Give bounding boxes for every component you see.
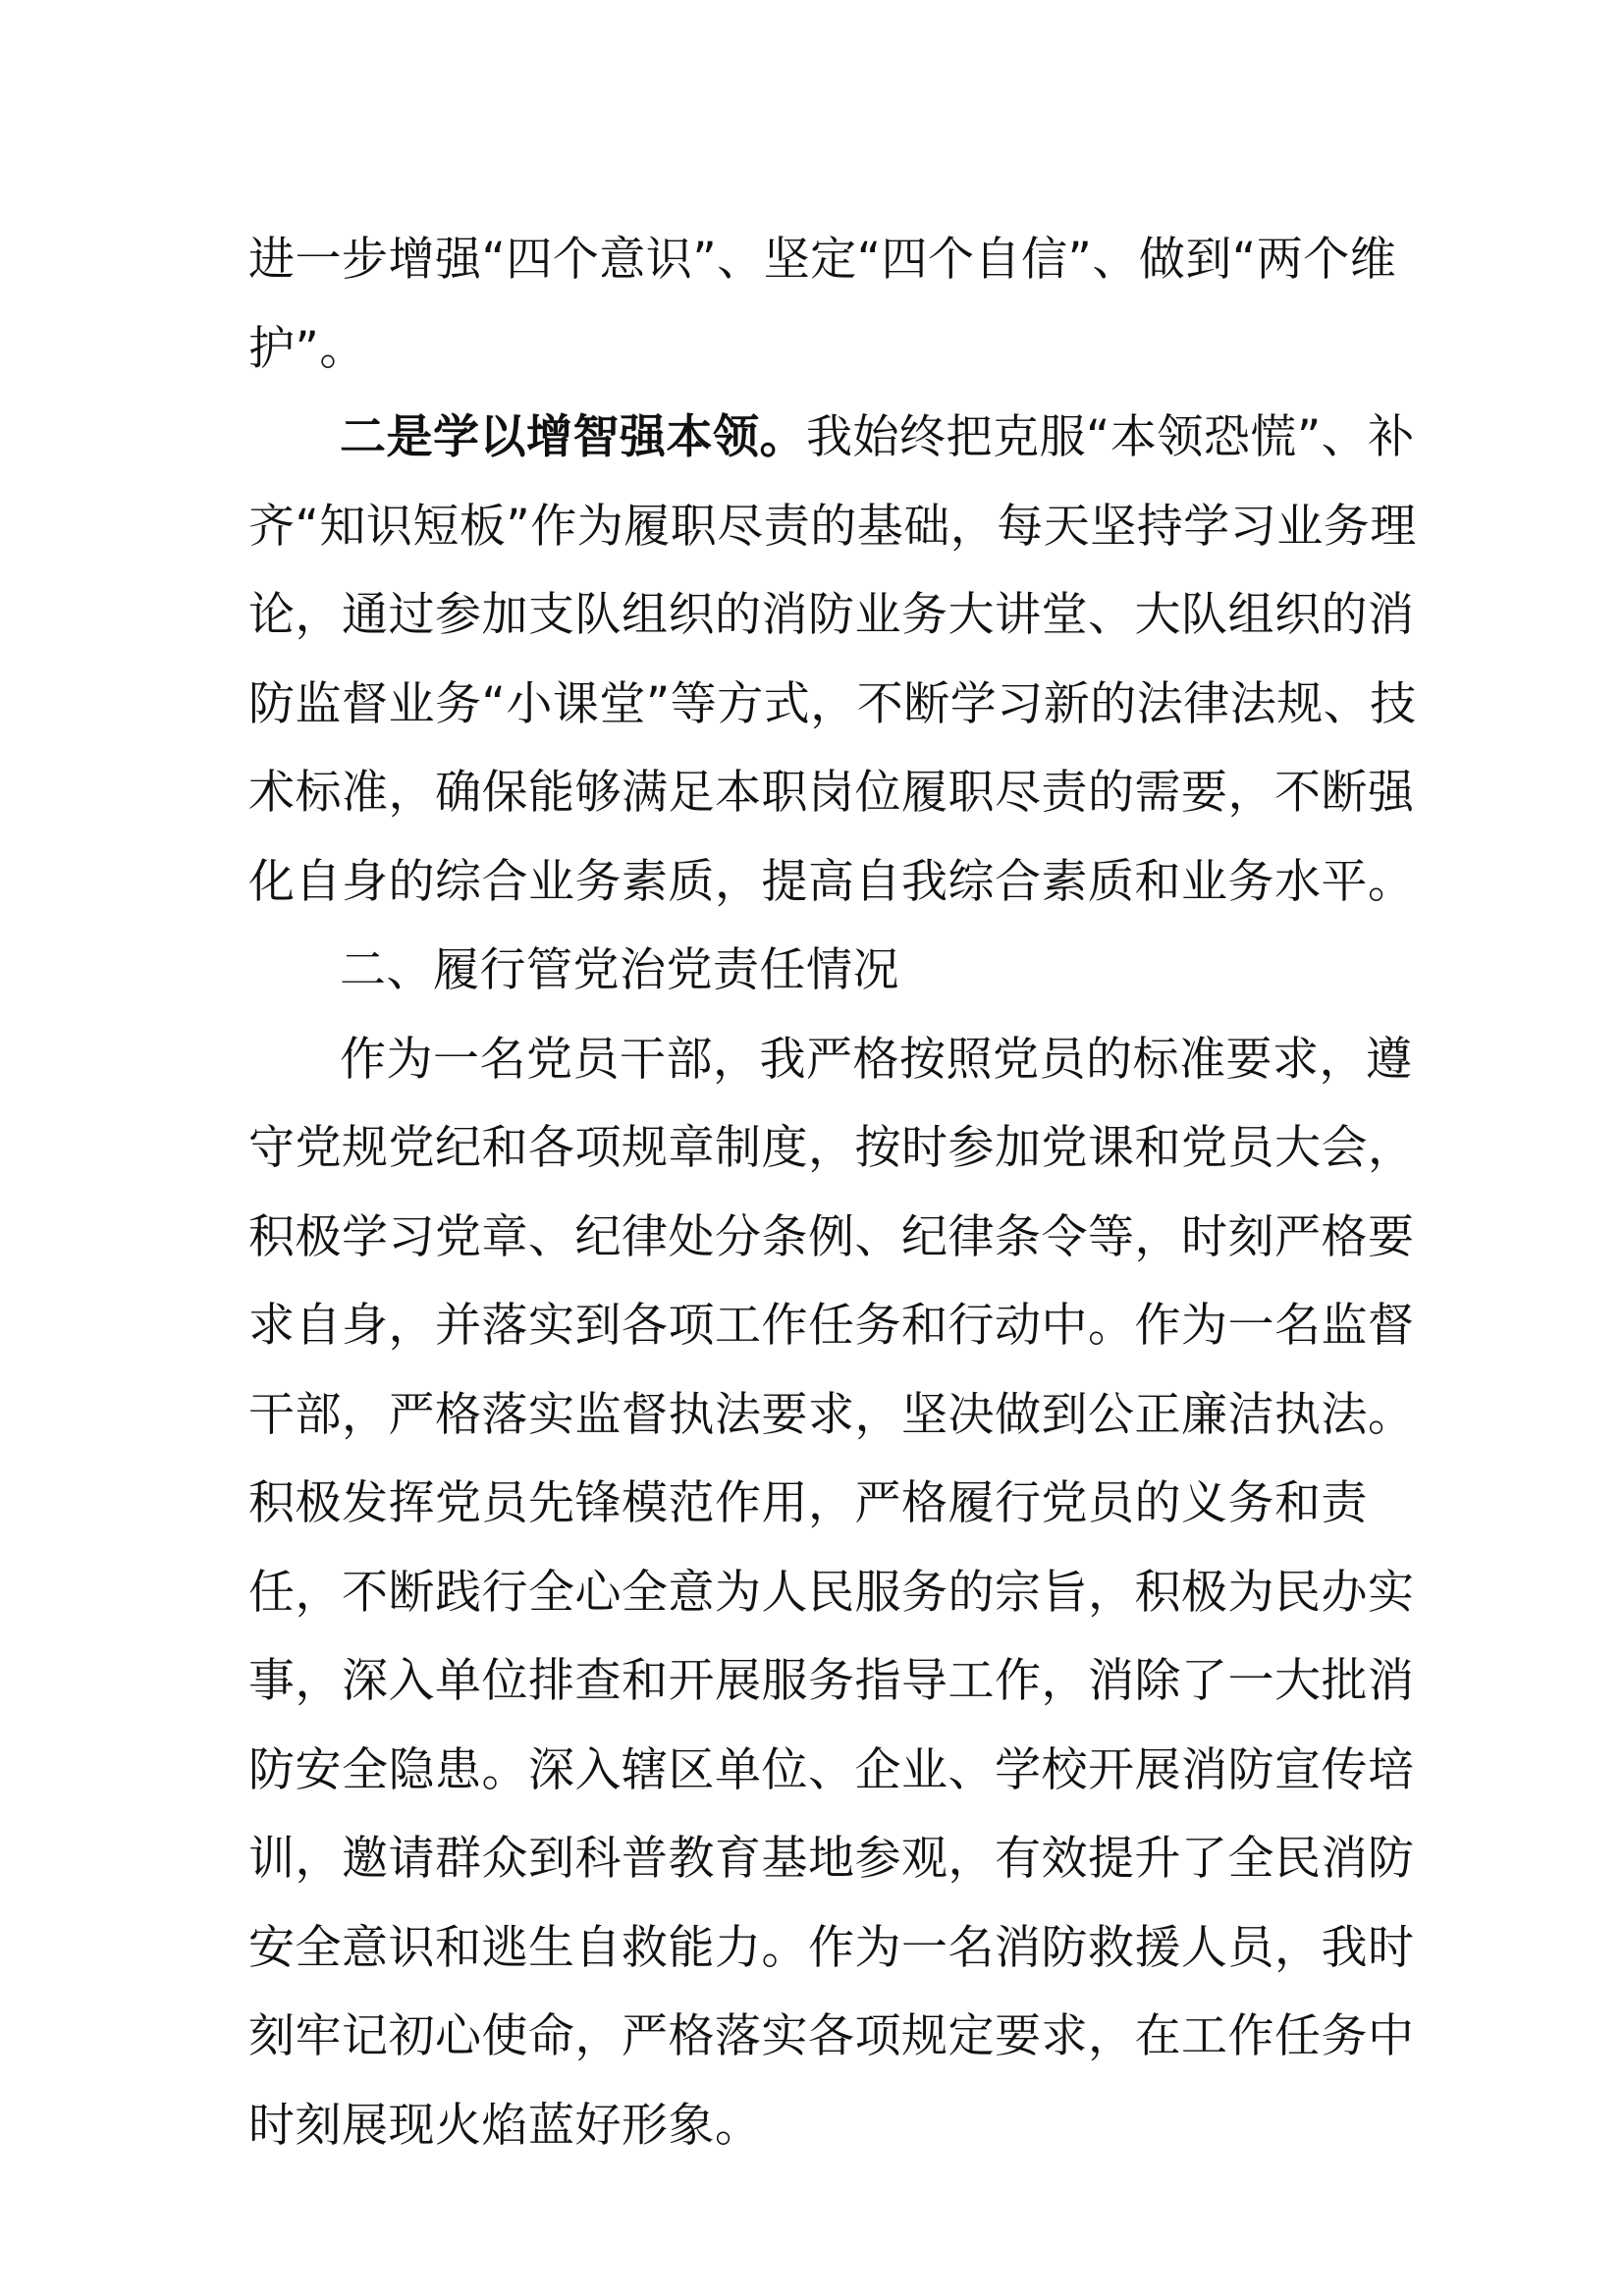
- line-text: 护”。: [248, 321, 366, 376]
- text-line: [248, 749, 1415, 838]
- text-line: [248, 1815, 1415, 1904]
- line-text: 时刻展现火焰蓝好形象。: [248, 2098, 762, 2153]
- text-line: [248, 838, 1415, 928]
- line-text: 防监督业务“小课堂”等方式，不断学习新的法律法规、技: [248, 676, 1417, 731]
- text-line: [248, 1194, 1415, 1283]
- line-text: 积极学习党章、纪律处分条例、纪律条令等，时刻严格要: [248, 1209, 1415, 1264]
- text-line: [248, 305, 1358, 395]
- text-line: [248, 2082, 1358, 2171]
- line-text: 防安全隐患。深入辖区单位、企业、学校开展消防宣传培: [248, 1742, 1415, 1797]
- text-line: [248, 1904, 1415, 1994]
- line-text: 任，不断践行全心全意为人民服务的宗旨，积极为民办实: [248, 1565, 1415, 1620]
- text-line: [248, 1282, 1415, 1371]
- text-line: [248, 1460, 1368, 1549]
- line-text: 论，通过参加支队组织的消防业务大讲堂、大队组织的消: [248, 588, 1415, 642]
- section-heading: [248, 927, 1358, 1016]
- text-line: [248, 1637, 1415, 1727]
- line-text: 训，邀请群众到科普教育基地参观，有效提升了全民消防: [248, 1832, 1415, 1886]
- section-heading-text: 二、履行管党治党责任情况: [340, 943, 899, 997]
- text-line: [248, 1993, 1415, 2082]
- paragraph-lead-heading: 二是学以增智强本领。: [340, 410, 806, 464]
- text-line: [248, 1727, 1415, 1816]
- line-text: 齐“知识短板”作为履职尽责的基础，每天坚持学习业务理: [248, 499, 1417, 554]
- line-text: 干部，严格落实监督执法要求，坚决做到公正廉洁执法。: [248, 1387, 1415, 1442]
- line-text: 事，深入单位排查和开展服务指导工作，消除了一大批消: [248, 1654, 1415, 1708]
- text-line: [248, 1549, 1415, 1638]
- line-text: 进一步增强“四个意识”、坚定“四个自信”、做到“两个维: [248, 233, 1397, 287]
- line-text: 化自身的综合业务素质，提高自我综合素质和业务水平。: [248, 854, 1415, 909]
- text-line: [248, 394, 1415, 483]
- document-body: [248, 216, 1417, 2170]
- text-line: [248, 1104, 1415, 1194]
- line-text: 积极发挥党员先锋模范作用，严格履行党员的义务和责: [248, 1476, 1368, 1530]
- text-line: [248, 216, 1397, 305]
- line-text: 求自身，并落实到各项工作任务和行动中。作为一名监督: [248, 1299, 1415, 1353]
- line-text: 刻牢记初心使命，严格落实各项规定要求，在工作任务中: [248, 2009, 1415, 2063]
- line-text: 作为一名党员干部，我严格按照党员的标准要求，遵: [340, 1032, 1413, 1087]
- line-text: 我始终把克服“本领恐慌”、补: [806, 410, 1415, 464]
- text-line: [248, 571, 1415, 661]
- text-line: [248, 1016, 1413, 1105]
- text-line: [248, 1371, 1415, 1461]
- line-text: 安全意识和逃生自救能力。作为一名消防救援人员，我时: [248, 1920, 1415, 1975]
- text-line: [248, 661, 1417, 750]
- line-text: 术标准，确保能够满足本职岗位履职尽责的需要，不断强: [248, 766, 1415, 820]
- line-text: 守党规党纪和各项规章制度，按时参加党课和党员大会，: [248, 1121, 1415, 1175]
- text-line: [248, 483, 1417, 572]
